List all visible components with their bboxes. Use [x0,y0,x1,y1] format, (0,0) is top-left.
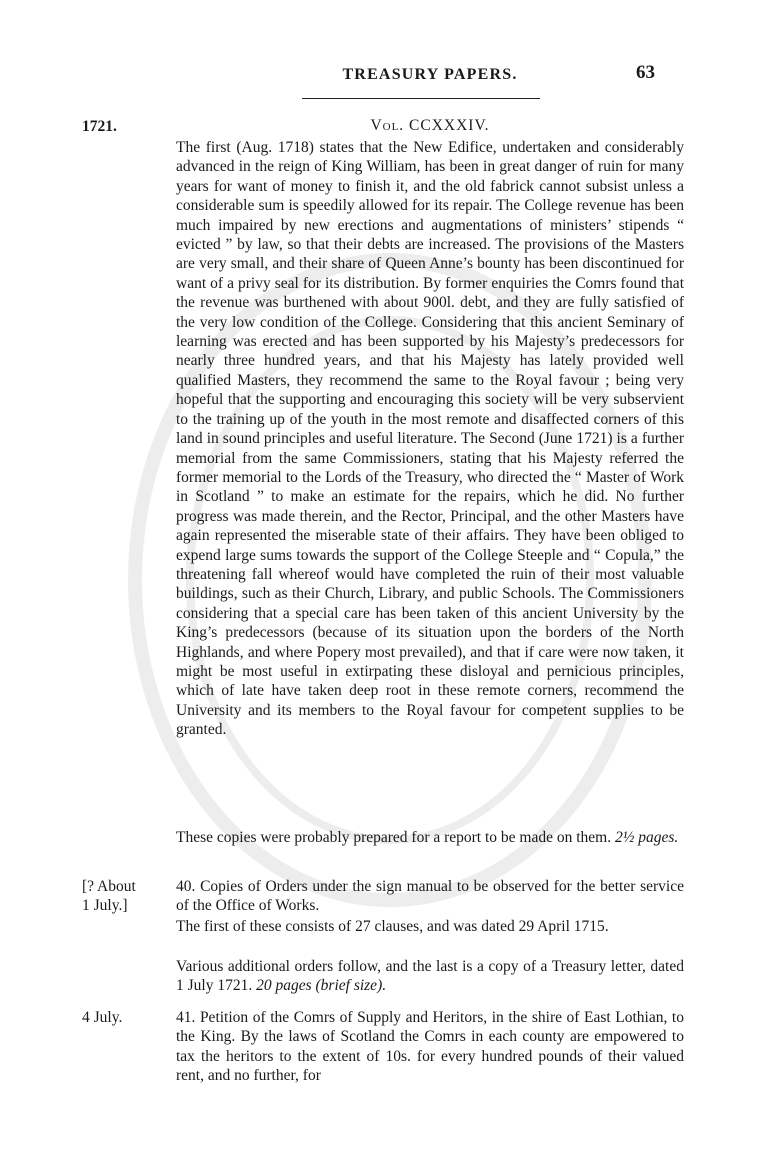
paragraph-memorials-text: The first (Aug. 1718) states that the New Edifice, undertaken and considerably advanced in the reign of King William, has been in great danger of ruin for many years for want of money to finish it, and the old fabrick cannot subsist unless a considerable sum is speedily allowed for its repair. The College revenue has been much impaired by new erections and augmentations of ministers’ stipends “ evicted ” by law, so that their debts are increased. The provisions of the Masters are very small, and their share of Queen Anne’s bounty has been discontinued for want of a privy seal for its distribution. By former enquiries the Comrs found that the revenue was burthened with about 900l. debt, and they are fully satisfied of the very low condition of the College. Considering that this ancient Seminary of learning was erected and has been supported by his Majesty’s predecessors for nearly three hundred years, and that his Majesty has lately provided well qualified Masters, they recommend the same to the Royal favour ; being very hopeful that the supporting and encouraging this society will be very subservient to the training up of the youth in the most remote and disaffected corners of this land in sound principles and useful literature. The Second (June 1721) is a further memorial from the same Commissioners, stating that his Majesty referred the former memorial to the Lords of the Treasury, who directed the “ Master of Work in Scotland ” to make an estimate for the repairs, which he did. No further progress was made therein, and the Rector, Principal, and the other Masters have again represented the miserable state of their affairs. They have been obliged to expend large sums towards the support of the College Steeple and “ Copula,” the threatening fall whereof would have completed the ruin of their most valuable buildings, such as their Church, Library, and public Schools. The Commissioners considering that a special care has been taken of this ancient University by the King’s predecessors (because of its situation upon the borders of the North Highlands, and where Popery most prevailed), and that if care were now taken, it might be most useful in extirpating these disloyal and pernicious principles, which of late have taken deep root in these remote corners, recommend the University and its members to the Royal favour for competent supplies to be granted. [176,139,684,739]
paragraph-memorials [176,138,684,740]
page-number: 63 [636,62,655,83]
running-title: TREASURY PAPERS. [342,66,518,83]
margin-about-july: [? About 1 July.] [82,878,136,915]
margin-july-4: 4 July. [82,1009,123,1026]
paragraph-petition [176,1008,684,1086]
paragraph-report-note [176,828,684,847]
report-note-pages: 2½ pages. [615,829,679,846]
paragraph-additional-orders [176,957,684,996]
margin-year: 1721. [82,118,117,135]
paragraph-first-orders [176,917,684,936]
first-orders-text: The first of these consists of 27 clauses, and was dated 29 April 1715. [176,918,609,935]
orders-text: 40. Copies of Orders under the sign manual to be observed for the better service of the Office of Works. [176,878,684,915]
header-rule [302,98,540,99]
additional-orders-text: Various additional orders follow, and the last is a copy of a Treasury letter, dated 1 July 1721. [176,958,684,995]
paragraph-orders [176,877,684,916]
additional-orders-pages: 20 pages (brief size). [256,977,387,995]
volume-heading: Vol. CCXXXIV. [370,117,490,134]
report-note-text: These copies were probably prepared for a report to be made on them. [176,829,612,846]
petition-text: 41. Petition of the Comrs of Supply and Heritors, in the shire of East Lothian, to the King. By the laws of Scotland the Comrs in each county are empowered to tax the heritors to the extent of 10s. for every hundred pounds of their valued rent, and no further, for [176,1009,684,1085]
